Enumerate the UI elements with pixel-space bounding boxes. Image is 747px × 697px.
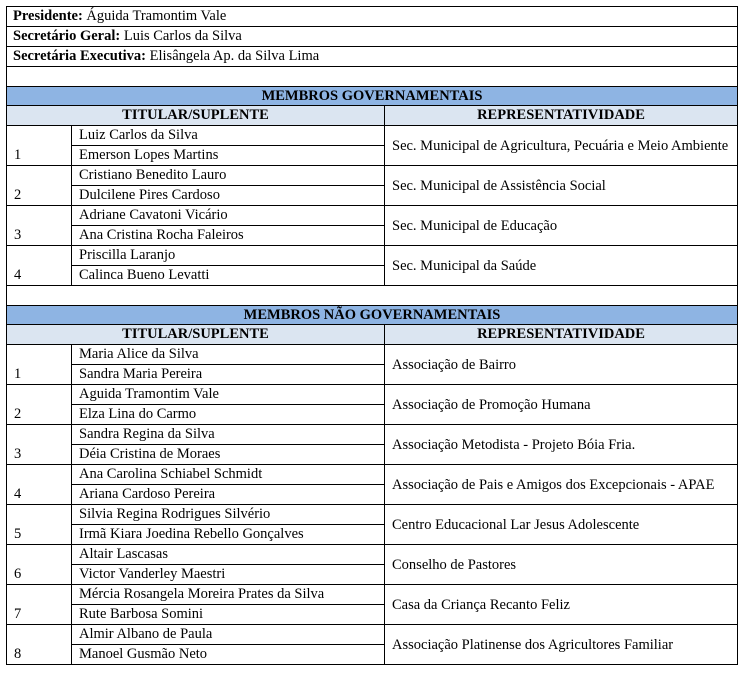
gov-col-titular: TITULAR/SUPLENTE — [7, 106, 385, 126]
gov-section-title: MEMBROS GOVERNAMENTAIS — [7, 87, 738, 106]
gov-col-rep: REPRESENTATIVIDADE — [385, 106, 738, 126]
suplente-name: Irmã Kiara Joedina Rebello Gonçalves — [72, 525, 385, 545]
representation: Associação Metodista - Projeto Bóia Fria. — [385, 425, 738, 465]
member-number: 4 — [7, 465, 72, 505]
member-number: 1 — [7, 345, 72, 385]
gov-member-row — [7, 206, 738, 226]
member-number: 4 — [7, 246, 72, 286]
titular-name: Cristiano Benedito Lauro — [72, 166, 385, 186]
member-number: 8 — [7, 625, 72, 665]
nongov-member-row — [7, 385, 738, 405]
representation: Sec. Municipal de Assistência Social — [385, 166, 738, 206]
suplente-name: Calinca Bueno Levatti — [72, 266, 385, 286]
exec-secretary-name: Elisângela Ap. da Silva Lima — [146, 48, 320, 64]
nongov-member-row — [7, 545, 738, 565]
titular-name: Ana Carolina Schiabel Schmidt — [72, 465, 385, 485]
nongov-section-title: MEMBROS NÃO GOVERNAMENTAIS — [7, 306, 738, 325]
spacer-row — [7, 286, 738, 306]
titular-name: Altair Lascasas — [72, 545, 385, 565]
nongov-member-row — [7, 425, 738, 445]
member-number: 3 — [7, 206, 72, 246]
titular-name: Almir Albano de Paula — [72, 625, 385, 645]
member-number: 7 — [7, 585, 72, 625]
nongov-member-row — [7, 625, 738, 645]
gov-member-row — [7, 126, 738, 146]
exec-secretary-label: Secretária Executiva: — [13, 48, 147, 64]
nongov-col-rep: REPRESENTATIVIDADE — [385, 325, 738, 345]
members-table — [6, 6, 738, 665]
president-label: Presidente: — [13, 8, 83, 24]
representation: Associação de Bairro — [385, 345, 738, 385]
representation: Sec. Municipal de Agricultura, Pecuária e Meio Ambiente — [385, 126, 738, 166]
nongov-column-headers — [7, 325, 738, 345]
gov-column-headers — [7, 106, 738, 126]
titular-name: Mércia Rosangela Moreira Prates da Silva — [72, 585, 385, 605]
representation: Associação de Promoção Humana — [385, 385, 738, 425]
secretary-name: Luis Carlos da Silva — [120, 28, 242, 44]
representation: Sec. Municipal da Saúde — [385, 246, 738, 286]
suplente-name: Victor Vanderley Maestri — [72, 565, 385, 585]
suplente-name: Déia Cristina de Moraes — [72, 445, 385, 465]
suplente-name: Rute Barbosa Somini — [72, 605, 385, 625]
nongov-col-titular: TITULAR/SUPLENTE — [7, 325, 385, 345]
president-name: Águida Tramontim Vale — [82, 8, 227, 24]
member-number: 6 — [7, 545, 72, 585]
representation: Casa da Criança Recanto Feliz — [385, 585, 738, 625]
suplente-name: Emerson Lopes Martins — [72, 146, 385, 166]
representation: Centro Educacional Lar Jesus Adolescente — [385, 505, 738, 545]
nongov-member-row — [7, 505, 738, 525]
titular-name: Aguida Tramontim Vale — [72, 385, 385, 405]
titular-name: Adriane Cavatoni Vicário — [72, 206, 385, 226]
gov-member-row — [7, 166, 738, 186]
member-number: 3 — [7, 425, 72, 465]
president-row — [7, 7, 738, 27]
nongov-member-row — [7, 585, 738, 605]
spacer-row — [7, 67, 738, 87]
suplente-name: Sandra Maria Pereira — [72, 365, 385, 385]
member-number: 2 — [7, 385, 72, 425]
representation: Associação de Pais e Amigos dos Excepcionais - APAE — [385, 465, 738, 505]
titular-name: Silvia Regina Rodrigues Silvério — [72, 505, 385, 525]
member-number: 5 — [7, 505, 72, 545]
member-number: 2 — [7, 166, 72, 206]
titular-name: Priscilla Laranjo — [72, 246, 385, 266]
suplente-name: Elza Lina do Carmo — [72, 405, 385, 425]
secretary-row — [7, 27, 738, 47]
gov-member-row — [7, 246, 738, 266]
suplente-name: Ana Cristina Rocha Faleiros — [72, 226, 385, 246]
titular-name: Maria Alice da Silva — [72, 345, 385, 365]
suplente-name: Dulcilene Pires Cardoso — [72, 186, 385, 206]
suplente-name: Ariana Cardoso Pereira — [72, 485, 385, 505]
secretary-label: Secretário Geral: — [13, 28, 121, 44]
representation: Sec. Municipal de Educação — [385, 206, 738, 246]
representation: Associação Platinense dos Agricultores Familiar — [385, 625, 738, 665]
suplente-name: Manoel Gusmão Neto — [72, 645, 385, 665]
exec-secretary-row — [7, 47, 738, 67]
representation: Conselho de Pastores — [385, 545, 738, 585]
member-number: 1 — [7, 126, 72, 166]
nongov-member-row — [7, 465, 738, 485]
nongov-member-row — [7, 345, 738, 365]
titular-name: Luiz Carlos da Silva — [72, 126, 385, 146]
titular-name: Sandra Regina da Silva — [72, 425, 385, 445]
